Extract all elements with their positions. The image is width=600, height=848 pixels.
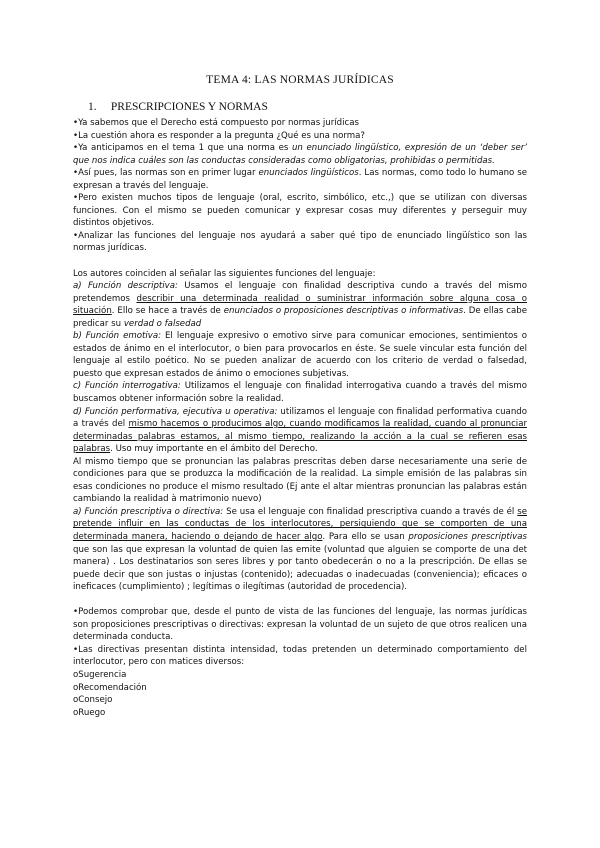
italic-definition: un enunciado lingüístico, expresión de un ‘deber ser’ que nos indica cuáles son las conductas consideradas como obligatorias, prohibidas o permitidas. <box>73 143 527 166</box>
list-item: oConsejo <box>73 695 113 706</box>
text-span: Utilizamos el lenguaje con finalidad interrogativa cuando a través del mismo buscamos obtener información sobre la realidad. <box>73 381 527 404</box>
paragraph-derecho-normas: •Ya sabemos que el Derecho está compuesto por normas jurídicas <box>73 118 359 128</box>
italic-term: verdad o falsedad <box>123 318 202 329</box>
section-heading <box>88 101 268 113</box>
list-item: oRuego <box>73 707 106 718</box>
function-heading: a) Función descriptiva: <box>73 281 178 292</box>
funcion-interrogativa <box>73 380 527 405</box>
document-body <box>73 117 527 719</box>
text-span: Se usa el lenguaje con finalidad prescriptiva cuando a través de él <box>223 506 518 517</box>
italic-term: enunciados lingüísticos <box>258 168 359 179</box>
funcion-emotiva <box>73 330 527 380</box>
text-span: . Para ello se usan <box>322 532 409 542</box>
paragraph-funciones-intro: Los autores coinciden al señalar las siguientes funciones del lenguaje: <box>73 268 376 279</box>
function-heading: a) Función prescriptiva o directiva: <box>73 506 224 517</box>
function-heading: b) Función emotiva: <box>73 331 162 342</box>
text-span: •Ya anticipamos en el tema 1 que una norma es <box>73 143 292 154</box>
function-heading: c) Función interrogativa: <box>73 381 181 392</box>
function-heading: d) Función performativa, ejecutiva u operativa: <box>73 406 278 417</box>
italic-term: enunciados o proposiciones descriptivas o informativas <box>223 306 464 317</box>
paragraph-directivas: •Las directivas presentan distinta intensidad, todas pretenden un determinado comportamiento del interlocutor, pero con matices diversos: <box>73 644 527 668</box>
paragraph-enunciados-linguisticos <box>73 167 527 192</box>
underlined-text: describir una determinada realidad o suministrar información sobre alguna cosa o situación <box>73 293 527 317</box>
paragraph-enunciado <box>73 142 527 167</box>
directive-list <box>73 669 527 719</box>
text-span: utilizamos el lenguaje con finalidad performativa cuando a través del <box>73 406 527 430</box>
page-title: TEMA 4: LAS NORMAS JURÍDICAS <box>206 74 394 86</box>
paragraph-condiciones: Al mismo tiempo que se pronuncian las palabras prescritas deben darse necesariamente una serie de condiciones para que se produzca la modificación de la realidad. La simple emisión de las palabras sin esas condiciones no produce el mismo resultado (Ej ante el altar mientras pronuncian las palabras están cambiando la realidad à matrimonio nuevo) <box>73 456 527 505</box>
section-title: PRESCRIPCIONES Y NORMAS <box>110 101 268 113</box>
text-span: •Así pues, las normas son en primer lugar <box>73 168 259 179</box>
paragraph-normas-prescriptivas: •Podemos comprobar que, desde el punto de vista de las funciones del lenguaje, las normas jurídicas son proposiciones prescriptivas o directivas: expresan la voluntad de un sujeto de que otros realicen una determinada conducta. <box>73 607 527 643</box>
section-number: 1. <box>88 101 97 113</box>
underlined-text: mismo hacemos o producimos algo, cuando modificamos la realidad, cuando al pronunciar determinadas palabras estamos, al mismo tiempo, realizando la acción a la cual se refieren esas palabras <box>73 419 527 455</box>
text-span: . Uso muy importante en el ámbito del Derecho. <box>110 444 318 455</box>
funcion-descriptiva <box>73 280 527 330</box>
paragraph-pregunta-norma: •La cuestión ahora es responder a la pregunta ¿Qué es una norma? <box>73 130 365 141</box>
funcion-performativa <box>73 406 527 456</box>
text-span: que son las que expresan la voluntad de quien las emite (voluntad que alguien se comporte de una det manera) . Los destinatarios son seres libres y por tanto obedecerán o no a la prescripción. De ellas se puede decir que son justas o injustas (contenido); adecuadas o inadecuadas (conveniencia); eficaces o ineficaces (cumplimiento) ; legítimas o ilegítimas (autoridad de procedencia). <box>73 544 527 593</box>
spacer <box>73 594 527 607</box>
paragraph-analizar-funciones: •Analizar las funciones del lenguaje nos ayudará a saber qué tipo de enunciado lingüístico son las normas jurídicas. <box>73 230 527 254</box>
text-span: Usamos el lenguaje con finalidad descriptiva cundo a través del mismo pretendemos <box>73 281 528 304</box>
funcion-prescriptiva <box>73 506 527 594</box>
list-item: oRecomendación <box>73 682 147 693</box>
paragraph-tipos-lenguaje: •Pero existen muchos tipos de lenguaje (oral, escrito, simbólico, etc.,) que se utilizan con diversas funciones. Con el mismo se pueden comunicar y expresar cosas muy diferentes y perseguir muy distintos objetivos. <box>73 193 527 229</box>
text-span: El lenguaje expresivo o emotivo sirve para comunicar emociones, sentimientos o estados de ánimo en el interlocutor, o bien para provocarlos en éste. Se suele vincular esta función del lenguaje al estilo poético. No se pueden analizar de acuerdo con los criterio de verdad o falsedad, puesto que expresan estados de ánimo o emociones subjetivas. <box>73 331 527 379</box>
text-span: . Ello se hace a través de <box>111 306 224 317</box>
spacer <box>73 255 527 268</box>
text-span: . Las normas, como todo lo humano se expresan a través del lenguaje. <box>73 168 527 191</box>
text-span: . De ellas cabe predicar su <box>73 306 527 329</box>
italic-term: proposiciones prescriptivas <box>408 532 527 542</box>
underlined-text: se pretende influir en las conductas de los interlocutores, persiguiendo que se comporten de una determinada manera, haciendo o dejando de hacer algo <box>73 506 527 542</box>
list-item: oSugerencia <box>73 669 127 680</box>
